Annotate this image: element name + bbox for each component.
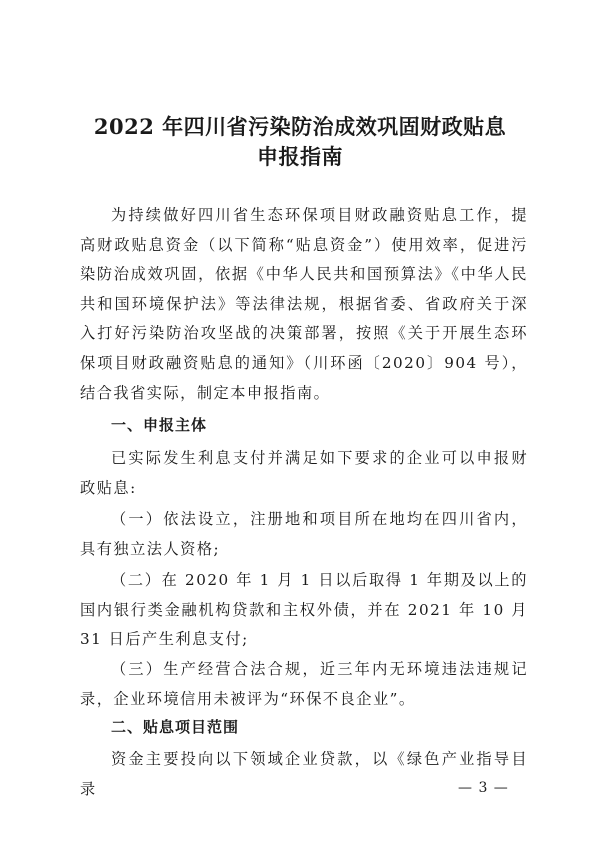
section-1-intro: 已实际发生利息支付并满足如下要求的企业可以申报财政贴息: bbox=[80, 449, 528, 497]
section-heading-applicant: 一、申报主体 bbox=[111, 416, 208, 434]
requirement-item: （一）依法设立，注册地和项目所在地均在四川省内，具有独立法人资格; bbox=[80, 510, 528, 558]
section-2-intro: 资金主要投向以下领域企业贷款，以《绿色产业指导目录 bbox=[80, 750, 528, 798]
requirement-item: （二）在 2020 年 1 月 1 日以后取得 1 年期及以上的国内银行类金融机构贷款和主权外债，并在 2021 年 10 月 31 日后产生利息支付; bbox=[80, 571, 528, 649]
page-number: — 3 — bbox=[458, 780, 509, 796]
document-title-line-2: 申报指南 bbox=[257, 144, 343, 169]
document-title-line-1: 2022 年四川省污染防治成效巩固财政贴息 bbox=[93, 114, 507, 139]
requirement-item: （三）生产经营合法合规，近三年内无环境违法违规记录，企业环境信用未被评为“环保不良企业”。 bbox=[80, 660, 528, 708]
intro-paragraph: 为持续做好四川省生态环保项目财政融资贴息工作，提高财政贴息资金（以下简称“贴息资金”）使用效率，促进污染防治成效巩固，依据《中华人民共和国预算法》《中华人民共和国环境保护法》等法律法规，根据省委、省政府关于深入打好污染防治攻坚战的决策部署，按照《关于开展生态环保项目财政融资贴息的通知》（川环函〔2020〕904 号），结合我省实际，制定本申报指南。 bbox=[80, 206, 528, 402]
section-heading-project-scope: 二、贴息项目范围 bbox=[111, 718, 240, 736]
